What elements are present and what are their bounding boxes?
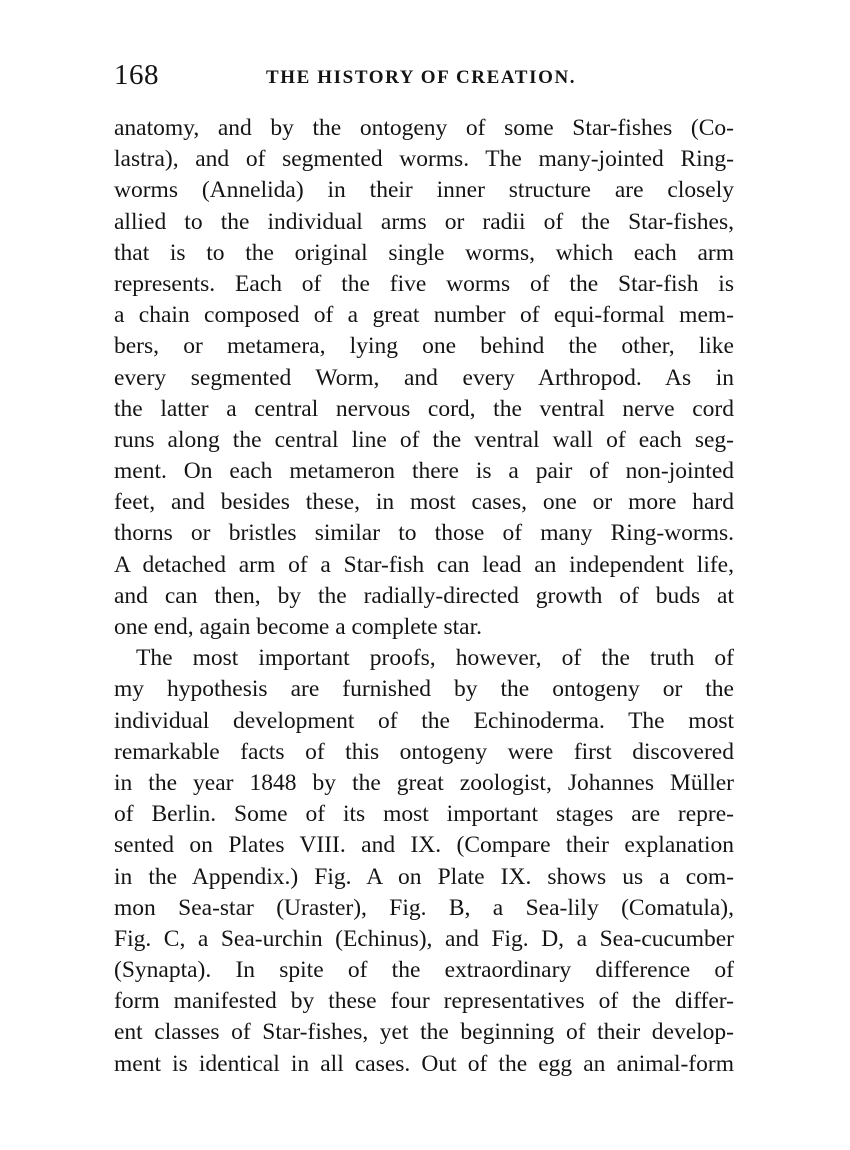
- text-line: the latter a central nervous cord, the ventral nerve cord: [114, 395, 734, 422]
- paragraph-2: [114, 643, 734, 1080]
- text-line: anatomy, and by the ontogeny of some Star-fishes (Co-: [114, 115, 734, 141]
- text-line: remarkable facts of this ontogeny were first discovered: [114, 738, 734, 765]
- text-line: in the year 1848 by the great zoologist, Johannes Müller: [114, 769, 734, 796]
- text-line: bers, or metamera, lying one behind the other, like: [114, 333, 734, 360]
- text-line: of Berlin. Some of its most important stages are repre-: [114, 801, 734, 828]
- text-line: my hypothesis are furnished by the ontogeny or the: [114, 676, 734, 703]
- text-line: and can then, by the radially-directed growth of buds at: [114, 582, 734, 609]
- text-line: represents. Each of the five worms of the Star-fish is: [114, 270, 734, 297]
- text-line: The most important proofs, however, of the truth of: [136, 645, 734, 672]
- text-line: lastra), and of segmented worms. The many-jointed Ring-: [114, 146, 734, 173]
- paragraph-1: [114, 113, 734, 643]
- running-header: [114, 58, 734, 98]
- text-line: individual development of the Echinoderma. The most: [114, 707, 734, 734]
- text-line: ent classes of Star-fishes, yet the beginning of their develop-: [114, 1019, 734, 1046]
- text-line: that is to the original single worms, which each arm: [114, 239, 734, 266]
- text-line: sented on Plates VIII. and IX. (Compare their explanation: [114, 832, 734, 859]
- text-line: allied to the individual arms or radii of the Star-fishes,: [114, 208, 734, 235]
- page-number: 168: [114, 59, 159, 91]
- text-line: ment is identical in all cases. Out of the egg an animal-form: [114, 1050, 734, 1077]
- text-line: in the Appendix.) Fig. A on Plate IX. shows us a com-: [114, 863, 734, 890]
- text-line: a chain composed of a great number of equi-formal mem-: [114, 302, 734, 329]
- text-line: runs along the central line of the ventral wall of each seg-: [114, 426, 734, 453]
- text-line: ment. On each metameron there is a pair of non-jointed: [114, 458, 734, 485]
- running-title: THE HISTORY OF CREATION.: [266, 67, 577, 88]
- text-line: feet, and besides these, in most cases, one or more hard: [114, 489, 734, 516]
- text-line: (Synapta). In spite of the extraordinary difference of: [114, 957, 734, 984]
- text-line: mon Sea-star (Uraster), Fig. B, a Sea-lily (Comatula),: [114, 894, 734, 921]
- text-line: one end, again become a complete star.: [114, 614, 483, 640]
- body-text: [114, 113, 734, 1080]
- text-line: A detached arm of a Star-fish can lead an independent life,: [114, 551, 734, 578]
- text-line: worms (Annelida) in their inner structure are closely: [114, 177, 734, 204]
- text-line: form manifested by these four representatives of the differ-: [114, 988, 734, 1015]
- text-line: Fig. C, a Sea-urchin (Echinus), and Fig. D, a Sea-cucumber: [114, 925, 734, 952]
- text-line: every segmented Worm, and every Arthropod. As in: [114, 364, 734, 391]
- text-line: thorns or bristles similar to those of many Ring-worms.: [114, 520, 734, 547]
